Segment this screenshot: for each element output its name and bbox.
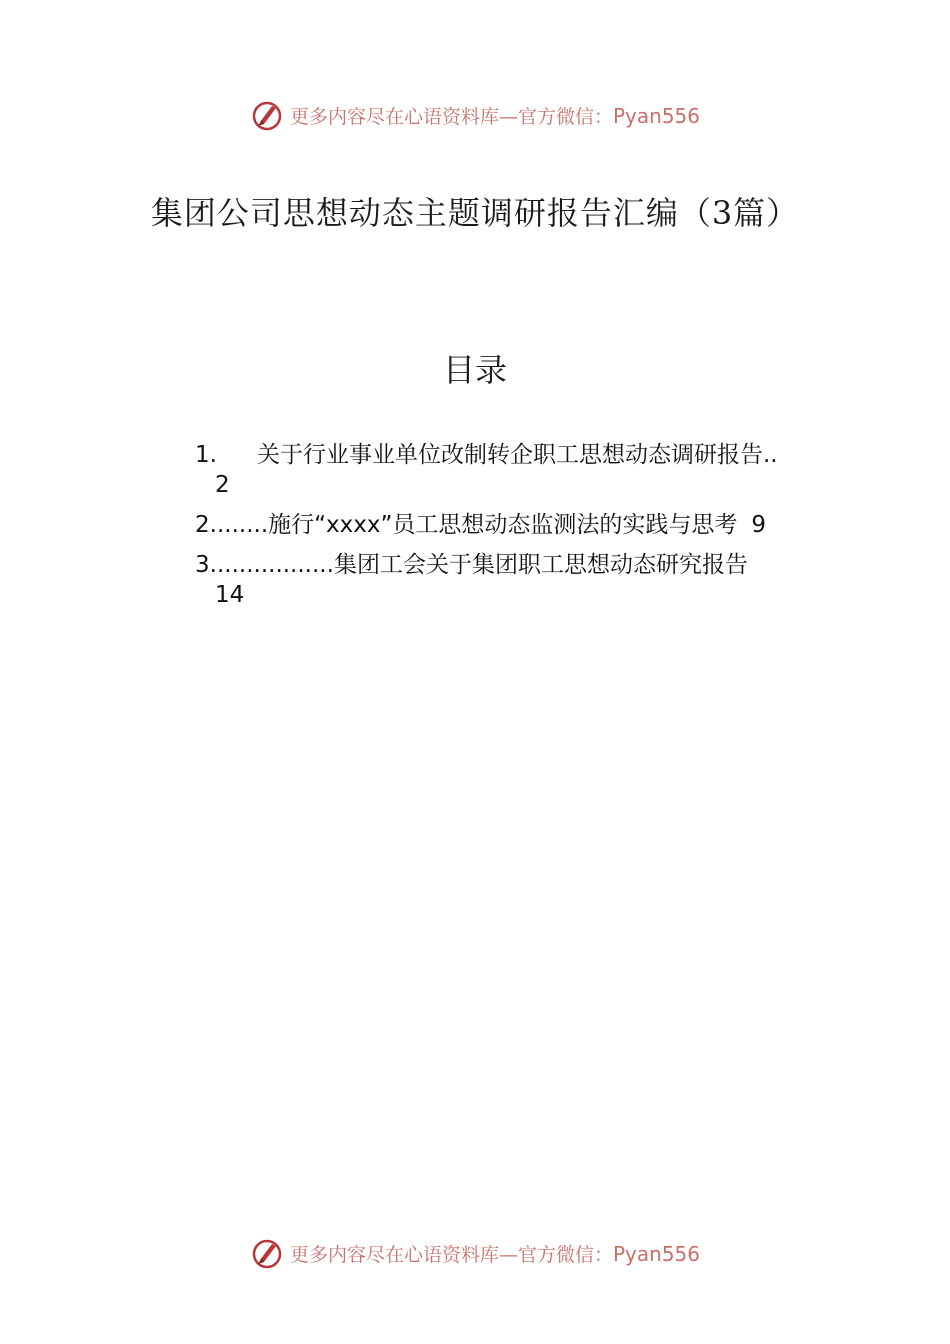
toc-heading: 目录 xyxy=(442,351,507,389)
banner-separator: — xyxy=(498,105,518,128)
toc-entry-number: 3 xyxy=(195,552,210,578)
toc-entry-number: 1. xyxy=(195,442,217,468)
banner-separator: — xyxy=(498,1243,518,1266)
toc-entry-page: 2 xyxy=(215,472,230,498)
toc-entry-title: 关于行业事业单位改制转企职工思想动态调研报告.. xyxy=(256,442,778,468)
toc-entry-1[interactable] xyxy=(195,440,855,500)
toc-entry-page: 9 xyxy=(751,512,767,538)
logo-icon xyxy=(250,1236,284,1270)
banner-text: 更多内容尽在心语资料库 xyxy=(289,105,499,128)
toc-entry-leader: ................. xyxy=(209,552,334,578)
document-title: 集团公司思想动态主题调研报告汇编（3篇） xyxy=(150,194,800,232)
wechat-id: Pyan556 xyxy=(613,1241,701,1266)
wechat-id: Pyan556 xyxy=(613,103,701,128)
wechat-label: 官方微信： xyxy=(517,105,613,128)
toc-entry-page: 14 xyxy=(215,582,245,608)
wechat-label: 官方微信： xyxy=(517,1243,613,1266)
toc-entry-title: 施行“xxxx”员工思想动态监测法的实践与思考 xyxy=(268,512,738,538)
table-of-contents xyxy=(195,440,855,620)
toc-entry-number: 2 xyxy=(195,512,210,538)
toc-entry-title: 集团工会关于集团职工思想动态研究报告 xyxy=(333,552,748,578)
header-watermark xyxy=(0,95,950,135)
toc-entry-leader: ........ xyxy=(209,512,269,538)
toc-entry-2[interactable] xyxy=(195,510,855,540)
banner-text: 更多内容尽在心语资料库 xyxy=(289,1243,499,1266)
toc-entry-3[interactable] xyxy=(195,550,855,610)
footer-watermark xyxy=(0,1233,950,1273)
logo-icon xyxy=(250,98,284,132)
